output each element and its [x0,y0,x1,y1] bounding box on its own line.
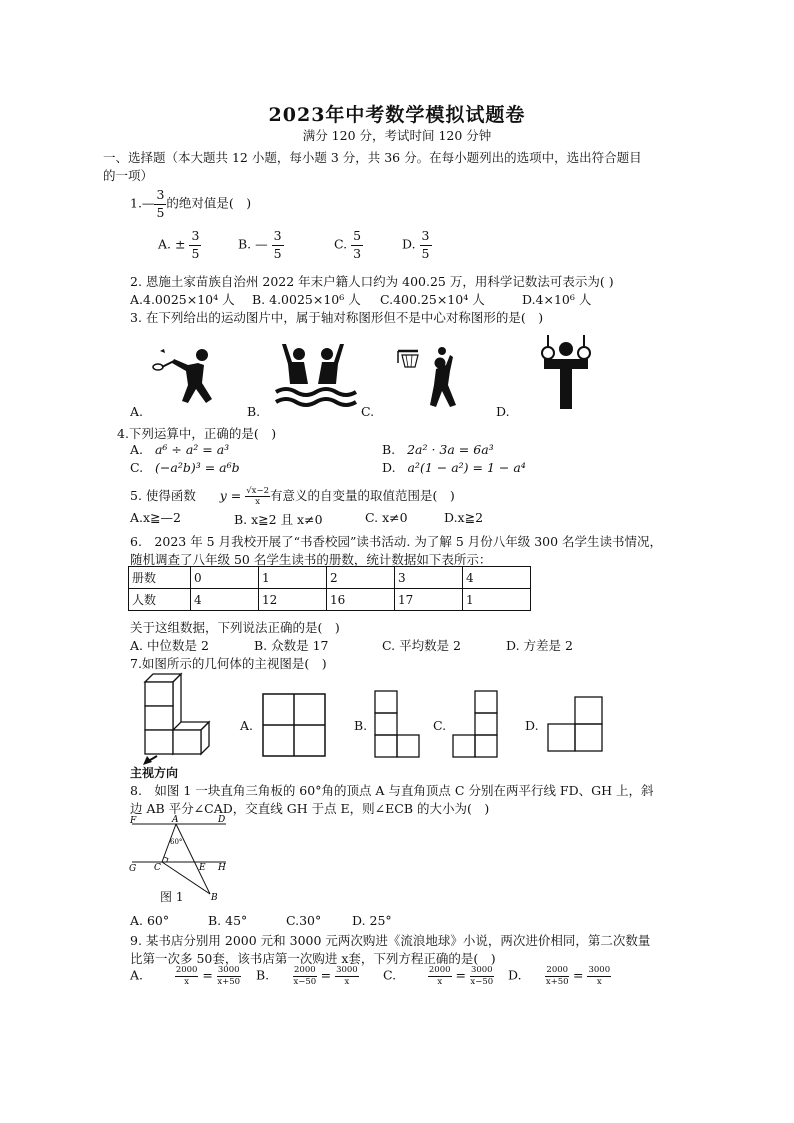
table-cell: 3 [395,567,463,589]
q6-option-c[interactable]: C. 平均数是 2 [382,638,461,653]
q2-option-b[interactable]: B. 4.0025×10⁶ 人 [252,292,361,307]
label-h: H [218,863,226,873]
q1-option-b[interactable]: B. — $\frac{3}{5}$ [238,228,282,261]
q7-option-c-figure[interactable] [452,690,500,758]
table-cell: 2 [327,567,395,589]
q4-option-d[interactable]: D. a²(1 − a²) = 1 − a⁴ [382,460,526,475]
reading-stats-table [128,566,531,611]
q8-option-a[interactable]: A. 60° [130,913,170,928]
question-9: 9. 某书店分别用 2000 元和 3000 元两次购进《流浪地球》小说，两次进价相同，第二次数量 [130,933,651,948]
basketball-pictogram [396,345,466,411]
q6-option-b[interactable]: B. 众数是 17 [254,638,329,653]
q8-option-c[interactable]: C.30° [286,913,322,928]
question-9-cont: 比第一次多 50套，该书店第一次购进 x套，下列方程正确的是( ) [130,951,496,966]
q1-option-c[interactable]: C. $\frac{5}{3}$ [334,228,362,261]
q5-option-d[interactable]: D.x≧2 [444,510,484,525]
q4-option-c[interactable]: C. (−a²b)³ = a⁶b [130,460,240,475]
question-5: 5. 使得函数 y = $\frac{√x-2}{x}$ 有意义的自变量的取值范围是( ) [130,485,455,507]
table-cell: 册数 [129,567,191,589]
question-6-prompt: 关于这组数据，下列说法正确的是( ) [130,620,340,635]
section-header-cont: 的一项） [103,168,154,183]
table-row [129,567,531,589]
q7-option-d[interactable]: D. [525,718,539,733]
question-2: 2. 恩施土家苗族自治州 2022 年末户籍人口约为 400.25 万，用科学记数法可表示为( ) [130,274,614,289]
question-6: 6. 2023 年 5 月我校开展了“书香校园”读书活动. 为了解 5 月份八年级 300 名学生读书情况， [130,534,663,549]
table-cell: 12 [259,589,327,611]
q7-option-d-figure[interactable] [547,696,605,754]
table-cell: 人数 [129,589,191,611]
q6-option-a[interactable]: A. 中位数是 2 [130,638,209,653]
label-f: F [130,816,137,826]
label-c: C [154,863,161,873]
q7-option-b[interactable]: B. [354,718,368,733]
question-6-cont: 随机调查了八年级 50 名学生读书的册数，统计数据如下表所示： [130,552,492,567]
q4-option-a[interactable]: A. a⁶ ÷ a² = a³ [130,442,230,457]
view-direction-label: 主视方向 [130,766,179,780]
q2-option-c[interactable]: C.400.25×10⁴ 人 [380,292,485,307]
q2-option-d[interactable]: D.4×10⁶ 人 [522,292,592,307]
label-e: E [199,863,206,873]
table-cell: 1 [463,589,531,611]
q8-option-b[interactable]: B. 45° [208,913,248,928]
q7-option-b-figure[interactable] [374,690,422,758]
q9-option-b[interactable]: B. $\frac{2000}{x-50}$ = $\frac{3000}{x}$ [256,965,358,987]
solid-figure [135,670,235,765]
section-header: 一、选择题（本大题共 12 小题，每小题 3 分，共 36 分。在每小题列出的选项中，选出符合题目 [103,150,642,165]
question-3: 3. 在下列给出的运动图片中，属于轴对称图形但不是中心对称图形的是( ) [130,310,544,325]
page-title: 2023年中考数学模拟试题卷 [268,104,526,126]
water-polo-pictogram [272,340,354,410]
q4-option-b[interactable]: B. 2a² · 3a = 6a³ [382,442,494,457]
q7-option-c[interactable]: C. [433,718,447,733]
label-angle: 60° [170,838,183,846]
q5-option-b[interactable]: B. x≧2 且 x≠0 [234,512,323,527]
q7-option-a[interactable]: A. [240,718,254,733]
label-g: G [129,864,137,874]
q7-option-a-figure[interactable] [262,693,326,757]
figure-caption: 图 1 [160,890,184,904]
table-cell: 1 [259,567,327,589]
q3-option-a[interactable]: A. [130,404,144,419]
q2-option-a[interactable]: A.4.0025×10⁴ 人 [130,292,235,307]
question-7: 7.如图所示的几何体的主视图是( ) [130,656,327,671]
q5-option-c[interactable]: C. x≠0 [365,510,408,525]
question-8: 8. 如图 1 一块直角三角板的 60°角的顶点 A 与直角顶点 C 分别在两平行线 FD、GH 上，斜 [130,783,654,798]
question-8-cont: 边 AB 平分∠CAD，交直线 GH 于点 E，则∠ECB 的大小为( ) [130,801,490,816]
table-cell: 0 [191,567,259,589]
question-1: 1.— $\frac{3}{5}$ 的绝对值是( ) [130,187,252,220]
question-4: 4.下列运算中，正确的是( ) [117,426,277,441]
table-cell: 4 [463,567,531,589]
q9-option-a[interactable]: A. $\frac{2000}{x}$ = $\frac{3000}{x+50}$ [130,965,241,987]
table-cell: 16 [327,589,395,611]
gymnastics-rings-pictogram [538,335,594,411]
table-cell: 4 [191,589,259,611]
q9-option-d[interactable]: D. $\frac{2000}{x+50}$ = $\frac{3000}{x}$ [508,965,611,987]
label-d: D [218,815,226,825]
q3-option-c[interactable]: C. [361,404,375,419]
q3-option-d[interactable]: D. [496,404,510,419]
q9-option-c[interactable]: C. $\frac{2000}{x}$ = $\frac{3000}{x-50}$ [383,965,494,987]
table-cell: 17 [395,589,463,611]
table-row [129,589,531,611]
q1-option-d[interactable]: D. $\frac{3}{5}$ [402,228,430,261]
q6-option-d[interactable]: D. 方差是 2 [506,638,573,653]
q8-option-d[interactable]: D. 25° [352,913,392,928]
badminton-pictogram [148,345,230,409]
label-a: A [172,815,179,825]
q1-option-a[interactable]: A. ± $\frac{3}{5}$ [158,228,200,261]
q5-option-a[interactable]: A.x≧—2 [130,510,181,525]
q3-option-b[interactable]: B. [247,404,261,419]
exam-info: 满分 120 分，考试时间 120 分钟 [302,128,492,143]
label-b: B [211,893,218,903]
